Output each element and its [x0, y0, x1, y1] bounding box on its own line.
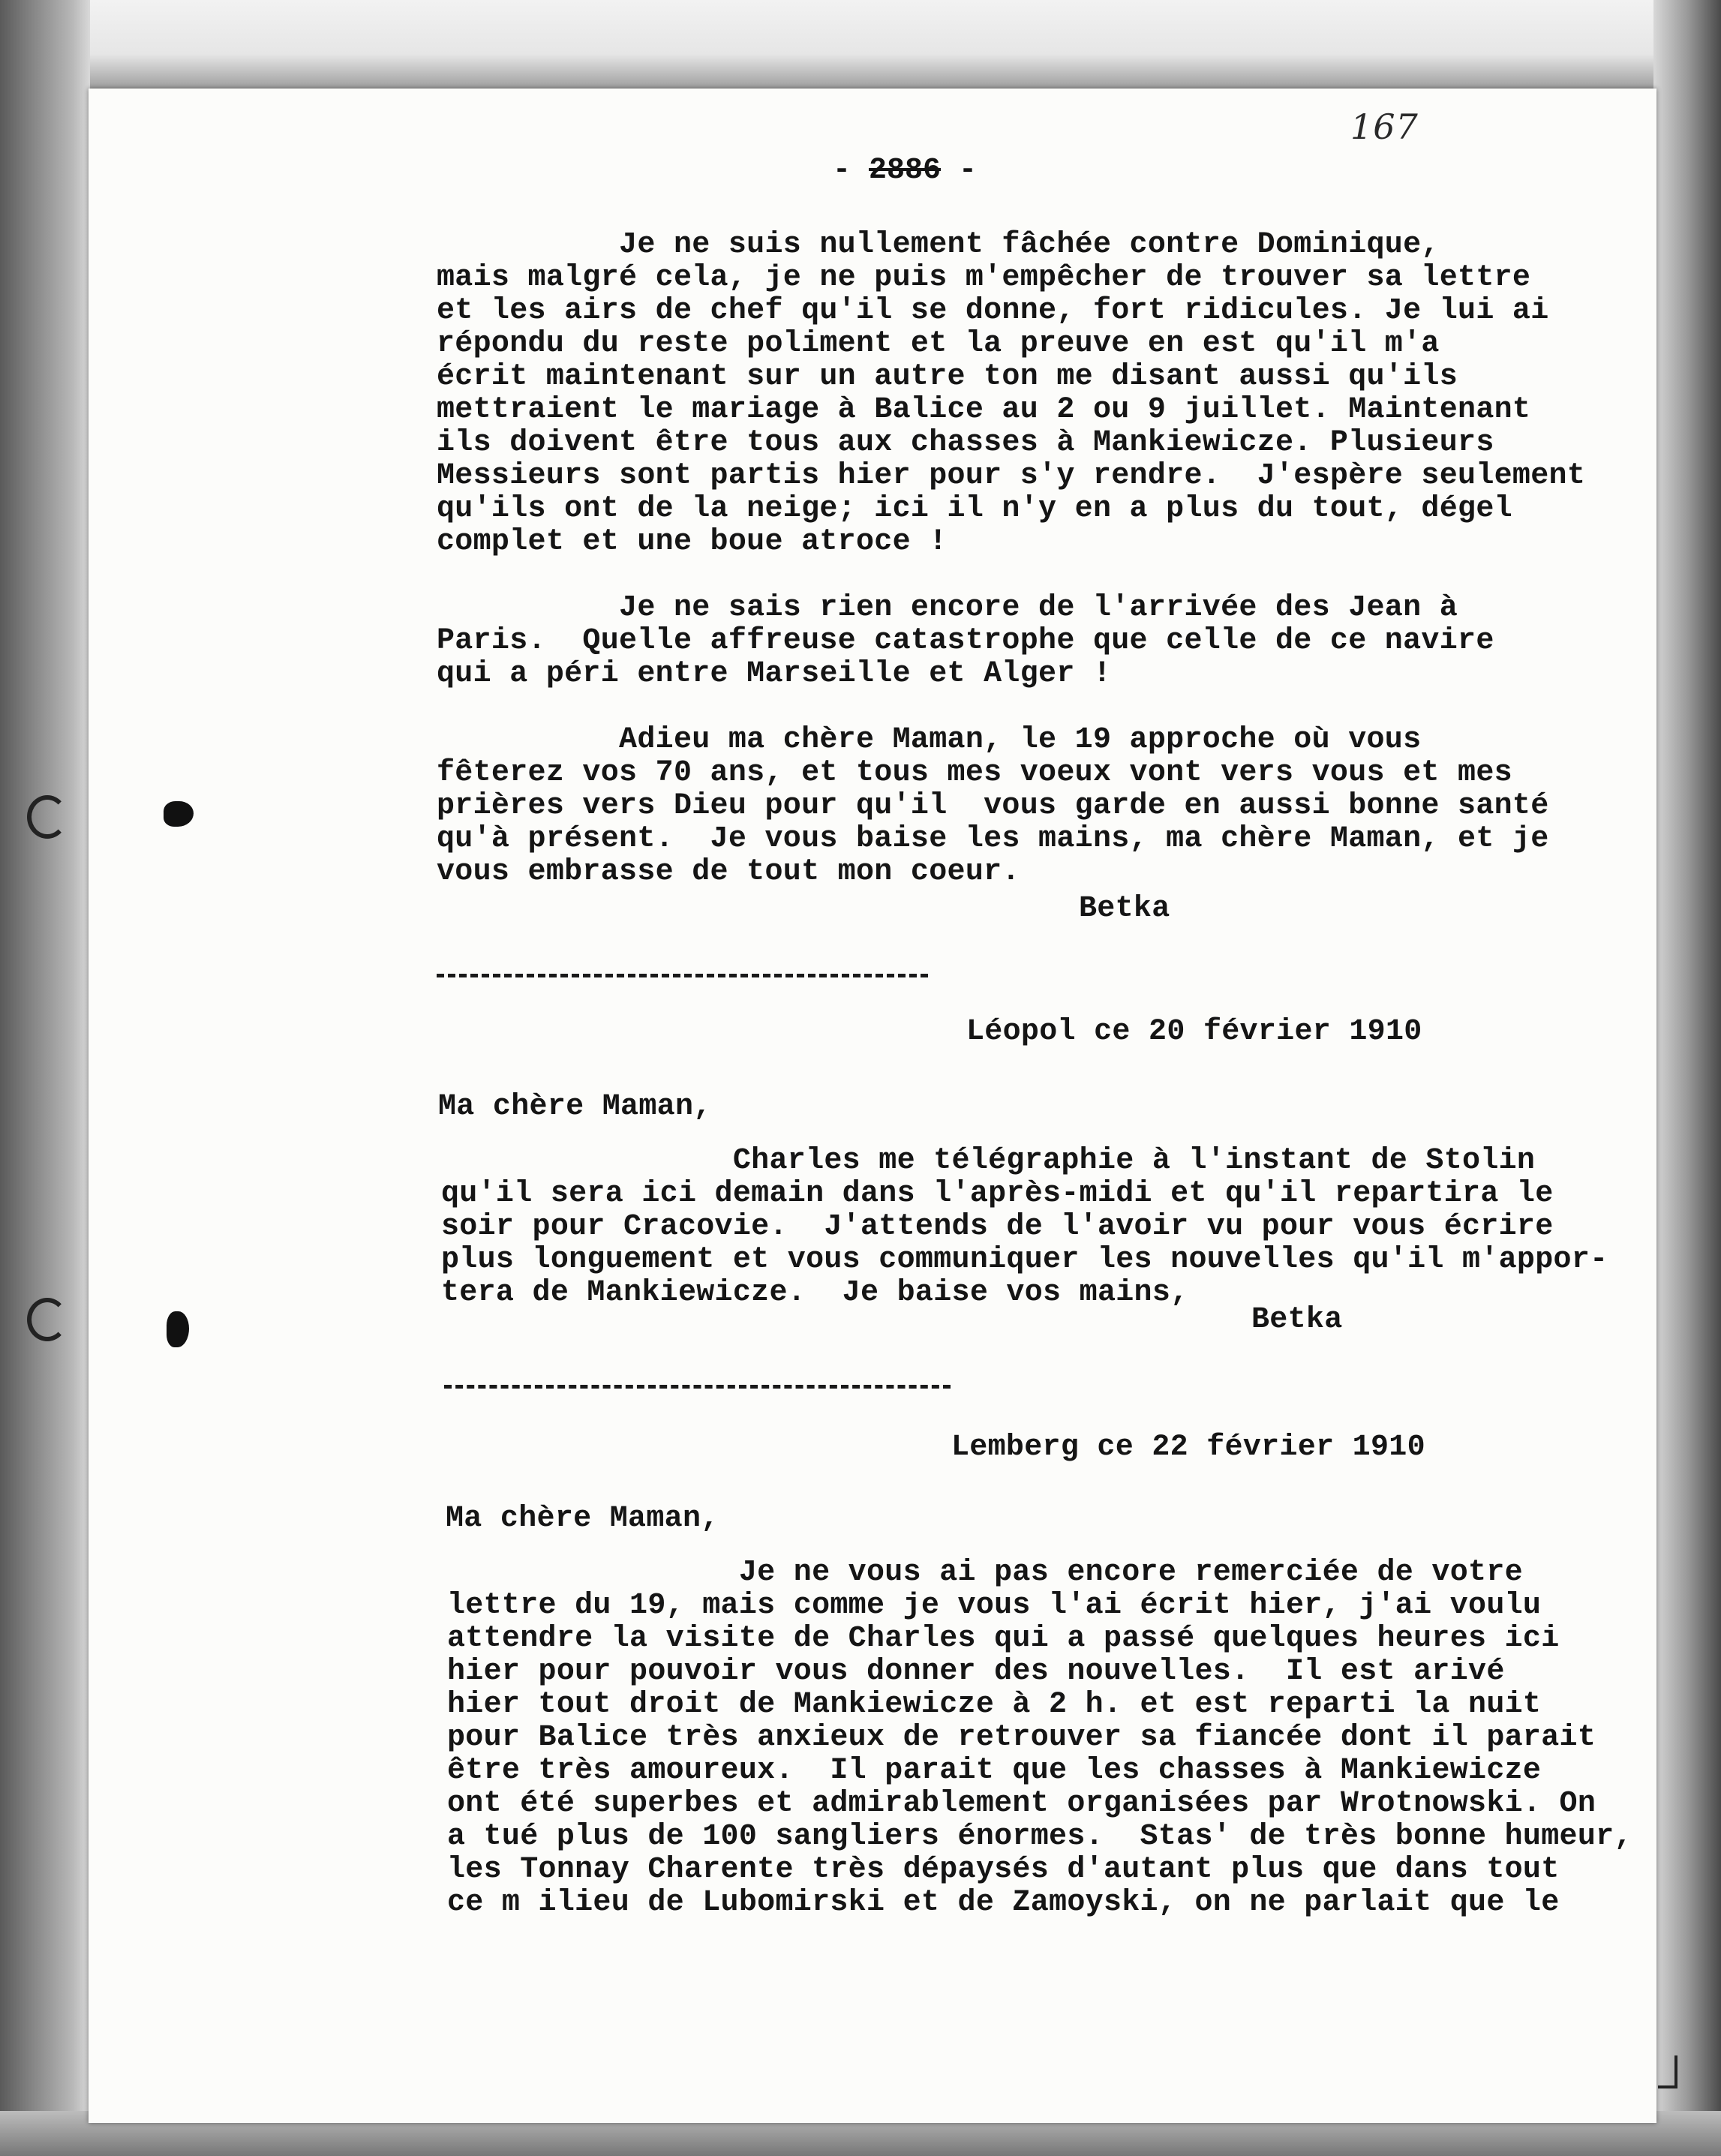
letter-1-line: fêterez vos 70 ans, et tous mes voeux vont vers vous et mes: [437, 756, 1512, 790]
letter-2-line: plus longuement et vous communiquer les nouvelles qu'il m'appor-: [441, 1243, 1608, 1277]
letter-1-line: mais malgré cela, je ne puis m'empêcher de trouver sa lettre: [437, 261, 1531, 295]
letter-1-line: ils doivent être tous aux chasses à Mankiewicze. Plusieurs: [437, 426, 1494, 460]
letter-1-line: Messieurs sont partis hier pour s'y rendre. J'espère seulement: [437, 459, 1586, 493]
letter-1-line: Paris. Quelle affreuse catastrophe que celle de ce navire: [437, 624, 1494, 658]
letter-3-body: [447, 1557, 1632, 1920]
letter-2-body: [441, 1145, 1608, 1310]
letter-1-line: qu'ils ont de la neige; ici il n'y en a plus du tout, dégel: [437, 492, 1512, 526]
letter-3-dateline: Lemberg ce 22 février 1910: [951, 1431, 1425, 1464]
letter-3-line: attendre la visite de Charles qui a passé quelques heures ici: [447, 1622, 1560, 1656]
separator-rule-1: [437, 974, 928, 977]
scan-left-edge: [0, 0, 90, 2156]
folio-number: 167: [1350, 107, 1419, 147]
scan-right-edge: [1653, 0, 1721, 2156]
letter-1-line: Je ne sais rien encore de l'arrivée des Jean à: [437, 591, 1458, 625]
letter-1-line: Adieu ma chère Maman, le 19 approche où vous: [437, 723, 1422, 757]
letter-2-line: Charles me télégraphie à l'instant de Stolin: [441, 1144, 1536, 1178]
letter-3-line: a tué plus de 100 sangliers énormes. Stas' de très bonne humeur,: [447, 1820, 1632, 1854]
letter-2-line: tera de Mankiewicze. Je baise vos mains,: [441, 1276, 1189, 1310]
letter-1-line: Je ne suis nullement fâchée contre Dominique,: [437, 228, 1440, 262]
letter-1-line: qui a péri entre Marseille et Alger !: [437, 657, 1112, 691]
letter-3-line: hier pour pouvoir vous donner des nouvelles. Il est arivé: [447, 1655, 1505, 1689]
letter-3-line: les Tonnay Charente très dépaysés d'autant plus que dans tout: [447, 1853, 1560, 1887]
letter-3-line: Je ne vous ai pas encore remerciée de votre: [447, 1556, 1523, 1590]
letter-1-body: [437, 229, 1585, 889]
letter-1-line: complet et une boue atroce !: [437, 525, 948, 559]
letter-1-signature: Betka: [1079, 892, 1170, 926]
separator-rule-2: [444, 1385, 951, 1389]
letter-3-line: pour Balice très anxieux de retrouver sa fiancée dont il parait: [447, 1721, 1596, 1755]
corner-crop-mark: [1658, 2055, 1677, 2088]
letter-1-line: prières vers Dieu pour qu'il vous garde en aussi bonne santé: [437, 789, 1549, 823]
letter-2-dateline: Léopol ce 20 février 1910: [966, 1015, 1422, 1049]
letter-3-line: ce m ilieu de Lubomirski et de Zamoyski, on ne parlait que le: [447, 1886, 1560, 1920]
letter-1-line: et les airs de chef qu'il se donne, fort ridicules. Je lui ai: [437, 294, 1549, 328]
punch-hole-mark-upper: [27, 795, 68, 839]
letter-1-line: mettraient le mariage à Balice au 2 ou 9 juillet. Maintenant: [437, 393, 1531, 427]
letter-1-line: vous embrasse de tout mon coeur.: [437, 855, 1020, 889]
page-number: - 2886 -: [833, 154, 978, 188]
letter-3-line: ont été superbes et admirablement organisées par Wrotnowski. On: [447, 1787, 1596, 1821]
letter-3-salutation: Ma chère Maman,: [446, 1502, 719, 1536]
letter-2-salutation: Ma chère Maman,: [438, 1090, 712, 1124]
scan-top-edge: [0, 0, 1721, 90]
letter-2-signature: Betka: [1251, 1303, 1343, 1337]
letter-3-line: lettre du 19, mais comme je vous l'ai écrit hier, j'ai voulu: [447, 1589, 1542, 1623]
page-number-struck: 2886: [869, 154, 942, 188]
letter-3-line: être très amoureux. Il parait que les chasses à Mankiewicze: [447, 1754, 1542, 1788]
letter-1-line: qu'à présent. Je vous baise les mains, ma chère Maman, et je: [437, 822, 1549, 856]
letter-2-line: qu'il sera ici demain dans l'après-midi et qu'il repartira le: [441, 1177, 1554, 1211]
letter-2-line: soir pour Cracovie. J'attends de l'avoir vu pour vous écrire: [441, 1210, 1554, 1244]
letter-1-line: répondu du reste poliment et la preuve en est qu'il m'a: [437, 327, 1440, 361]
letter-1-line: écrit maintenant sur un autre ton me disant aussi qu'ils: [437, 360, 1458, 394]
punch-hole-mark-lower: [27, 1298, 68, 1341]
letter-3-line: hier tout droit de Mankiewicze à 2 h. et est reparti la nuit: [447, 1688, 1542, 1722]
